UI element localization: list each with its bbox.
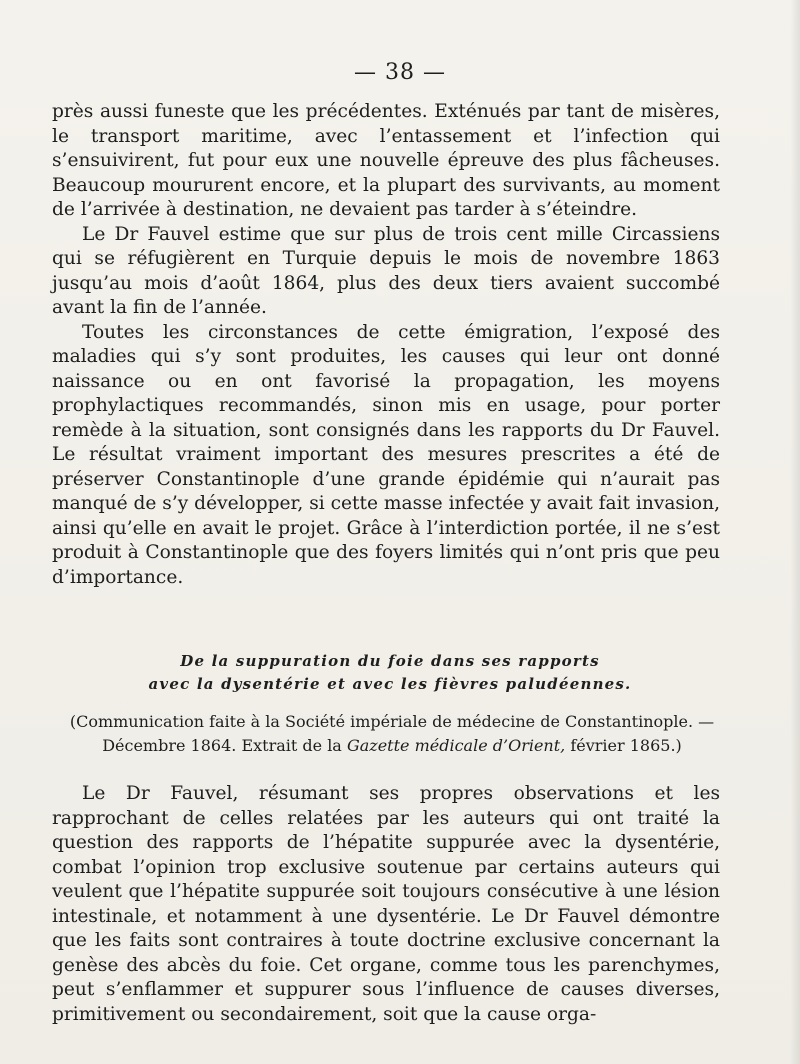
body-paragraph-1: Le Dr Fauvel, résumant ses propres observations et les rapprochant de celles relatées par les auteurs qui ont traité la question des rapports de l’hépatite suppurée avec la dysentérie, combat l’opinion trop exclusive soutenue par certains auteurs qui veulent que l’hépatite suppurée soit toujours consécutive à une lésion intestinale, et notamment à une dysentérie. Le Dr Fauvel démontre que les faits sont contraires à toute doctrine exclusive concernant la genèse des abcès du foie. Cet organe, comme tous les parenchymes, peut s’enflammer et suppurer sous l’influence de causes diverses, primitivement ou secondairement, soit que la cause orga- xyxy=(52,783,720,1025)
body-text xyxy=(52,782,720,1027)
intro-text xyxy=(52,100,720,590)
section-title-line-1: De la suppuration du foie dans ses rapports xyxy=(180,652,600,670)
citation-date: Décembre 1864. Extrait de la xyxy=(102,735,342,755)
citation-issue: février 1865.) xyxy=(570,735,682,755)
section-title-line-2: avec la dysentérie et avec les fièvres paludéennes. xyxy=(148,675,632,693)
intro-paragraph-2: Le Dr Fauvel estime que sur plus de trois cent mille Circassiens qui se réfugièrent en Turquie depuis le mois de novembre 1863 jusqu’au mois d’août 1864, plus des deux tiers avaient succombé avant la fin de l’année. xyxy=(52,223,720,318)
citation-line-2 xyxy=(52,734,732,758)
intro-paragraph-1: près aussi funeste que les précédentes. Exténués par tant de misères, le transport maritime, avec l’entassement et l’infection qui s’ensuivirent, fut pour eux une nouvelle épreuve des plus fâcheuses. Beaucoup moururent encore, et la plupart des survivants, au moment de l’arrivée à destination, ne devaient pas tarder à s’éteindre. xyxy=(52,101,720,220)
citation-journal: Gazette médicale d’Orient, xyxy=(346,735,566,755)
citation xyxy=(52,710,732,757)
citation-line-1: (Communication faite à la Société impériale de médecine de Constantinople. — xyxy=(69,712,715,731)
page-edge-shadow xyxy=(790,0,800,1064)
intro-paragraph-3: Toutes les circonstances de cette émigration, l’exposé des maladies qui s’y sont produites, les causes qui leur ont donné naissance ou en ont favorisé la propagation, les moyens prophylactiques recommandés, sinon mis en usage, pour porter remède à la situation, sont consignés dans les rapports du Dr Fauvel. Le résultat vraiment important des mesures prescrites a été de préserver Constantinople d’une grande épidémie qui n’aurait pas manqué de s’y développer, si cette masse infectée y avait fait invasion, ainsi qu’elle en avait le projet. Grâce à l’interdiction portée, il ne s’est produit à Constantinople que des foyers limités qui n’ont pris que peu d’importance. xyxy=(52,321,720,588)
page-number: — 38 — xyxy=(354,60,446,85)
section-title xyxy=(90,650,690,696)
